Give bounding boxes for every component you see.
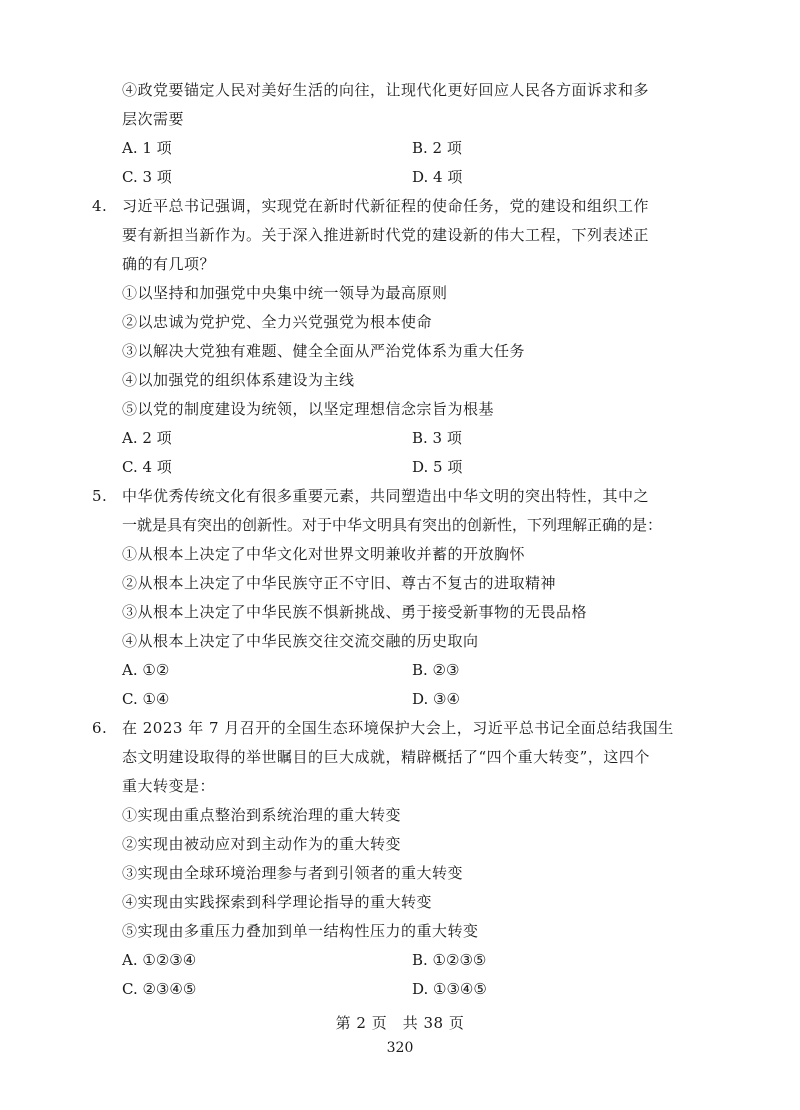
option-c: C. 3 项 <box>122 168 172 186</box>
option-d: D. ①③④⑤ <box>412 980 487 998</box>
options-row <box>122 453 702 482</box>
page-content <box>92 76 702 1004</box>
statement-text: ③实现由全球环境治理参与者到引领者的重大转变 <box>122 864 464 882</box>
option-d: D. 4 项 <box>412 168 463 186</box>
question-4-stem: 4. 习近平总书记强调，实现党在新时代新征程的使命任务，党的建设和组织工作 <box>122 192 702 221</box>
statement-text: ②实现由被动应对到主动作为的重大转变 <box>122 835 402 853</box>
statement-text: ②以忠诚为党护党、全力兴党强党为根本使命 <box>122 313 433 331</box>
statement-text: ①以坚持和加强党中央集中统一领导为最高原则 <box>122 284 448 302</box>
page-indicator: 第 2 页 共 38 页 <box>335 1014 465 1032</box>
statement-text: 层次需要 <box>122 110 185 128</box>
question-stem-line: 一就是具有突出的创新性。对于中华文明具有突出的创新性，下列理解正确的是： <box>122 516 663 534</box>
question-stem-line: 确的有几项？ <box>122 255 216 273</box>
statement-text: ②从根本上决定了中华民族守正不守旧、尊古不复古的进取精神 <box>122 574 557 592</box>
statement-text: ①实现由重点整治到系统治理的重大转变 <box>122 806 402 824</box>
statement-text: ④从根本上决定了中华民族交往交流交融的历史取向 <box>122 632 479 650</box>
option-a: A. 1 项 <box>122 139 172 157</box>
statement-text: ④政党要锚定人民对美好生活的向往，让现代化更好回应人民各方面诉求和多 <box>122 81 650 99</box>
statement-text: ③以解决大党独有难题、健全全面从严治党体系为重大任务 <box>122 342 526 360</box>
page-number: 320 <box>386 1040 414 1056</box>
question-5-stem: 5. 中华优秀传统文化有很多重要元素，共同塑造出中华文明的突出特性，其中之 <box>122 482 702 511</box>
options-row <box>122 946 702 975</box>
question-stem-line: 要有新担当新作为。关于深入推进新时代党的建设新的伟大工程，下列表述正 <box>122 226 650 244</box>
question-number: 6. <box>92 719 108 737</box>
options-row <box>122 685 702 714</box>
question-stem-line: 态文明建设取得的举世瞩目的巨大成就，精辟概括了“四个重大转变”，这四个 <box>122 748 650 766</box>
option-b: B. ②③ <box>412 661 460 679</box>
option-d: D. 5 项 <box>412 458 463 476</box>
statement-text: ①从根本上决定了中华文化对世界文明兼收并蓄的开放胸怀 <box>122 545 526 563</box>
options-row <box>122 134 702 163</box>
options-row <box>122 656 702 685</box>
statement-text: ③从根本上决定了中华民族不惧新挑战、勇于接受新事物的无畏品格 <box>122 603 588 621</box>
statement-text: ⑤实现由多重压力叠加到单一结构性压力的重大转变 <box>122 922 479 940</box>
question-6-stem: 6. 在 2023 年 7 月召开的全国生态环境保护大会上，习近平总书记全面总结我国生 <box>122 714 702 743</box>
question-stem-line: 重大转变是： <box>122 777 216 795</box>
option-a: A. ①②③④ <box>122 951 197 969</box>
question-number: 5. <box>92 487 108 505</box>
option-c: C. 4 项 <box>122 458 172 476</box>
option-b: B. ①②③⑤ <box>412 951 487 969</box>
statement-text: ④实现由实践探索到科学理论指导的重大转变 <box>122 893 433 911</box>
option-c: C. ①④ <box>122 690 170 708</box>
options-row <box>122 424 702 453</box>
statement-text: ⑤以党的制度建设为统领，以坚定理想信念宗旨为根基 <box>122 400 495 418</box>
option-d: D. ③④ <box>412 690 460 708</box>
option-b: B. 3 项 <box>412 429 462 447</box>
option-a: A. 2 项 <box>122 429 172 447</box>
option-c: C. ②③④⑤ <box>122 980 197 998</box>
options-row <box>122 163 702 192</box>
option-b: B. 2 项 <box>412 139 462 157</box>
statement-text: ④以加强党的组织体系建设为主线 <box>122 371 355 389</box>
options-row <box>122 975 702 1004</box>
option-a: A. ①② <box>122 661 170 679</box>
question-number: 4. <box>92 197 108 215</box>
